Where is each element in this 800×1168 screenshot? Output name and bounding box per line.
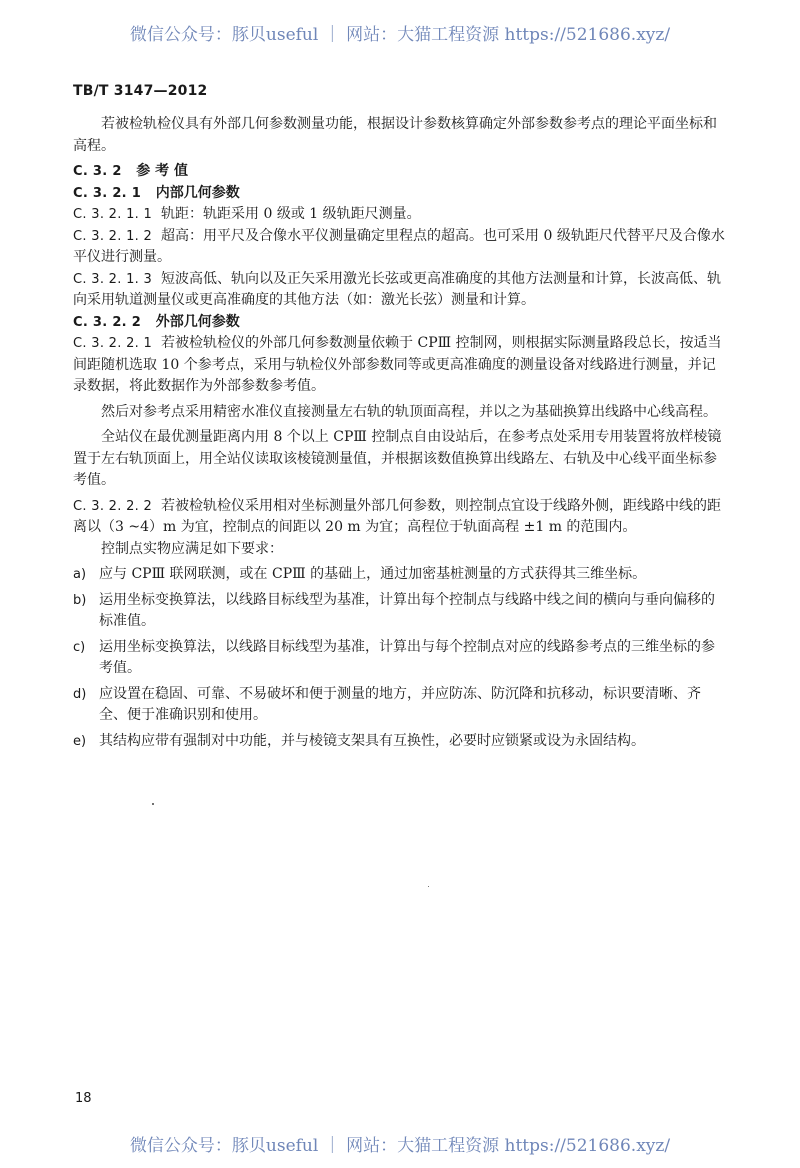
clause-text: 轨距：轨距采用 0 级或 1 级轨距尺测量。 — [161, 206, 421, 222]
list-marker: c) — [73, 639, 86, 655]
clause-text: 短波高低、轨向以及正矢采用激光长弦或更高准确度的其他方法测量和计算，长波高低、轨向采用轨道测量仪或更高准确度的其他方法（如：激光长弦）测量和计算。 — [73, 270, 722, 308]
scan-speck — [152, 803, 154, 805]
clause-number: C. 3. 2. 1. 1 — [73, 207, 153, 222]
clause-number: C. 3. 2. 1 — [73, 185, 142, 201]
list-item — [73, 731, 728, 753]
list-text: 运用坐标变换算法，以线路目标线型为基准，计算出每个控制点与线路中线之间的横向与垂向偏移的标准值。 — [99, 591, 715, 629]
standard-code: TB/T 3147—2012 — [73, 83, 208, 99]
paragraph-total-station: 全站仪在最优测量距离内用 8 个以上 CPⅢ 控制点自由设站后，在参考点处采用专用装置将放样棱镜置于左右轨顶面上，用全站仪读取该棱镜测量值，并根据该数值换算出线路左、右轨及中心线平面坐标参考值。 — [73, 429, 722, 488]
clause-c3211 — [73, 204, 728, 226]
intro-paragraph: 若被检轨检仪具有外部几何参数测量功能，根据设计参数核算确定外部参数参考点的理论平面坐标和高程。 — [73, 116, 717, 154]
watermark-bottom: 微信公众号：豚贝useful ｜ 网站：大猫工程资源 https://521686.xyz/ — [129, 1136, 671, 1156]
scan-speck — [428, 886, 429, 887]
paragraph-then: 然后对参考点采用精密水准仪直接测量左右轨的轨顶面高程，并以之为基础换算出线路中心线高程。 — [101, 403, 717, 420]
list-marker: d) — [73, 686, 87, 702]
watermark-top: 微信公众号：豚贝useful ｜ 网站：大猫工程资源 https://521686.xyz/ — [129, 25, 671, 45]
clause-title: 参 考 值 — [136, 163, 189, 179]
clause-number: C. 3. 2. 2. 2 — [73, 498, 153, 514]
list-marker: e) — [73, 733, 87, 749]
list-item — [73, 590, 728, 633]
clause-title: 内部几何参数 — [155, 184, 240, 201]
clause-number: C. 3. 2. 1. 2 — [73, 228, 153, 244]
clause-c3221 — [73, 333, 728, 398]
requirements-list — [73, 564, 728, 752]
list-text: 运用坐标变换算法，以线路目标线型为基准，计算出与每个控制点对应的线路参考点的三维坐标的参考值。 — [99, 638, 715, 676]
clause-title: 外部几何参数 — [155, 313, 240, 330]
clause-c3213 — [73, 269, 728, 312]
paragraph-requirements: 控制点实物应满足如下要求： — [101, 540, 283, 557]
list-text: 应设置在稳固、可靠、不易破坏和便于测量的地方，并应防冻、防沉降和抗移动，标识要清晰、齐全、便于准确识别和使用。 — [99, 685, 701, 723]
clause-text: 若被检轨检仪的外部几何参数测量依赖于 CPⅢ 控制网，则根据实际测量路段总长，按适当间距随机选取 10 个参考点，采用与轨检仪外部参数同等或更高准确度的测量设备对线路进行测量，并记录数据，将此数据作为外部参数参考值。 — [73, 335, 722, 394]
page-number: 18 — [75, 1091, 92, 1106]
clause-number: C. 3. 2. 1. 3 — [73, 271, 153, 287]
list-item — [73, 564, 728, 586]
section-c322-heading — [73, 312, 728, 334]
list-text: 应与 CPⅢ 联网联测，或在 CPⅢ 的基础上，通过加密基桩测量的方式获得其三维坐标。 — [99, 566, 647, 582]
clause-number: C. 3. 2 — [73, 164, 122, 179]
section-c32-heading — [73, 161, 728, 183]
list-marker: a) — [73, 567, 87, 582]
clause-number: C. 3. 2. 2 — [73, 314, 142, 330]
clause-c3212 — [73, 226, 728, 269]
clause-number: C. 3. 2. 2. 1 — [73, 336, 153, 351]
list-item — [73, 684, 728, 727]
list-text: 其结构应带有强制对中功能，并与棱镜支架具有互换性，必要时应锁紧或设为永固结构。 — [99, 732, 645, 749]
section-c321-heading — [73, 183, 728, 205]
document-body — [73, 114, 728, 752]
clause-text: 超高：用平尺及合像水平仪测量确定里程点的超高。也可采用 0 级轨距尺代替平尺及合像水平仪进行测量。 — [73, 227, 725, 265]
clause-c3222 — [73, 496, 728, 539]
list-item — [73, 637, 728, 680]
clause-text: 若被检轨检仪采用相对坐标测量外部几何参数，则控制点宜设于线路外侧，距线路中线的距离以（3 ~4）m 为宜，控制点的间距以 20 m 为宜；高程位于轨面高程 ±1 m 的范围内。 — [73, 497, 722, 535]
list-marker: b) — [73, 592, 87, 608]
